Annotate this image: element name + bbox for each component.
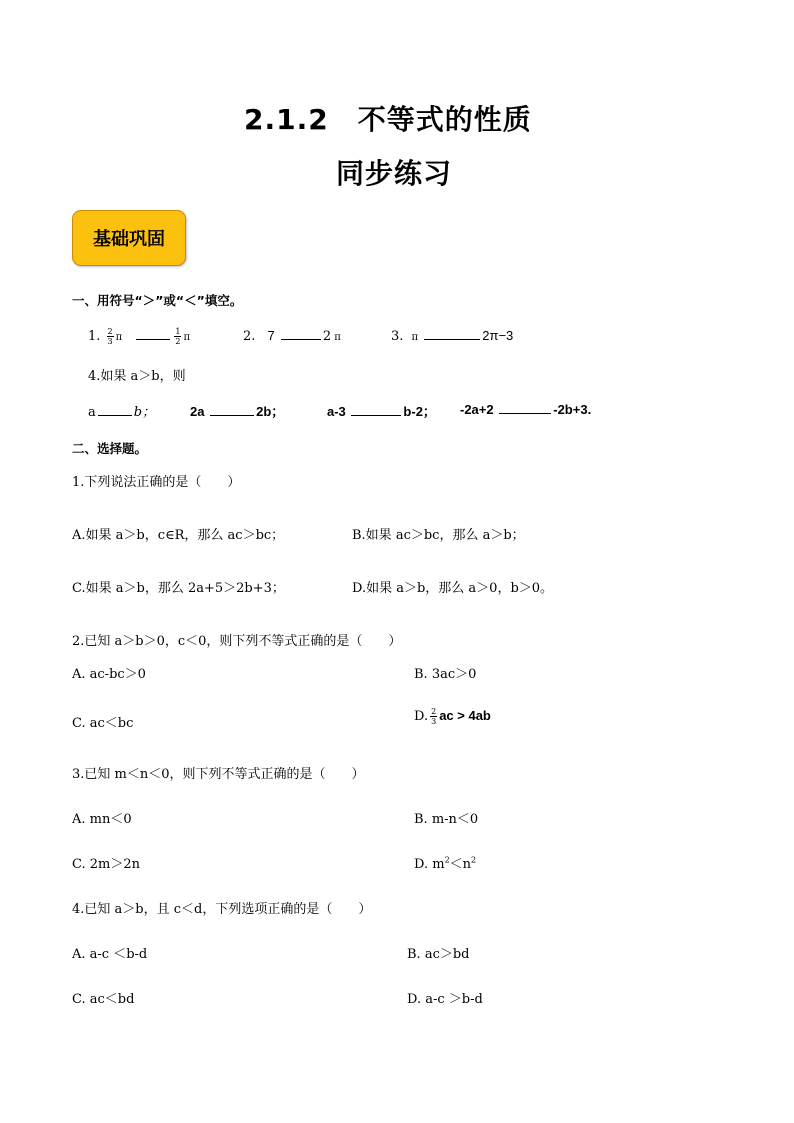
choice-option-d[interactable]: D. $m^2<n^2$ xyxy=(414,855,477,872)
fill-question-1 xyxy=(88,327,190,346)
choice-option-c[interactable]: C. ac＜bd xyxy=(72,992,135,1007)
right-expression: 2 xyxy=(322,329,332,344)
pi-symbol: π xyxy=(115,332,123,343)
fill-question-4-parts: a b； xyxy=(88,405,156,420)
page-subtitle: 同步练习 xyxy=(336,157,453,190)
fill-question-4-part2: 2a 2b； xyxy=(190,404,285,419)
answer-blank[interactable] xyxy=(98,403,132,416)
question-number: 2. xyxy=(243,329,256,344)
choice-option-a[interactable]: A. ac-bc＞0 xyxy=(72,667,146,682)
pi-symbol: π xyxy=(334,332,341,343)
fill-question-3 xyxy=(391,327,513,344)
fraction: $\frac{2}{3}$ xyxy=(107,327,113,346)
section-badge-label: 基础巩固 xyxy=(93,229,165,250)
pi-symbol: π xyxy=(183,332,191,343)
section-badge xyxy=(72,210,186,266)
choice-option-b[interactable]: B. m-n＜0 xyxy=(414,812,479,827)
answer-blank[interactable] xyxy=(424,327,480,340)
choice-question-3-stem: 3.已知 m＜n＜0，则下列不等式正确的是（ ） xyxy=(72,767,365,782)
section2-heading: 二、选择题。 xyxy=(72,441,148,456)
fill-question-4-part3: a-3 b-2； xyxy=(327,404,436,419)
answer-blank[interactable] xyxy=(210,403,254,416)
section1-heading: 一、用符号“＞”或“＜”填空。 xyxy=(72,293,243,308)
answer-blank[interactable] xyxy=(499,401,551,414)
choice-question-4-stem: 4.已知 a＞b，且 c＜d，下列选项正确的是（ ） xyxy=(72,902,372,917)
fill-question-4-part4: -2a+2 -2b+3. xyxy=(460,402,592,417)
fraction: $\frac{2}{3}$ xyxy=(431,707,437,726)
choice-option-a[interactable]: A. mn＜0 xyxy=(72,812,132,827)
choice-option-b[interactable]: B.如果 ac＞bc，那么 a＞b； xyxy=(352,528,525,543)
choice-option-d[interactable]: D. $\frac{2}{3}$ ac > 4ab xyxy=(414,707,491,726)
left-expression: π xyxy=(411,332,419,343)
choice-option-d[interactable]: D. a-c ＞b-d xyxy=(407,992,483,1007)
choice-option-c[interactable]: C. 2m＞2n xyxy=(72,857,140,872)
fraction: $\frac{1}{2}$ xyxy=(175,327,181,346)
question-number: 1. xyxy=(88,329,101,344)
choice-option-b[interactable]: B. ac＞bd xyxy=(407,947,470,962)
choice-option-d[interactable]: D.如果 a＞b，那么 a＞0，b＞0。 xyxy=(352,581,554,596)
choice-question-2-stem: 2.已知 a＞b＞0，c＜0，则下列不等式正确的是（ ） xyxy=(72,634,402,649)
page-title: 2.1.2 不等式的性质 xyxy=(244,103,532,136)
left-expression: 7 xyxy=(267,328,275,343)
choice-option-c[interactable]: C.如果 a＞b，那么 2a+5＞2b+3； xyxy=(72,581,285,596)
question-number: 3. xyxy=(391,329,404,344)
answer-blank[interactable] xyxy=(136,327,170,340)
answer-blank[interactable] xyxy=(351,403,401,416)
fill-question-4-stem: 4.如果 a＞b，则 xyxy=(88,369,186,384)
fill-question-2 xyxy=(243,327,341,344)
answer-blank[interactable] xyxy=(281,327,321,340)
choice-option-b[interactable]: B. 3ac＞0 xyxy=(414,667,477,682)
choice-option-c[interactable]: C. ac＜bc xyxy=(72,716,134,731)
choice-option-a[interactable]: A. a-c ＜b-d xyxy=(72,947,148,962)
right-expression: 2π−3 xyxy=(482,328,514,343)
choice-question-1-stem: 1.下列说法正确的是（ ） xyxy=(72,475,241,490)
choice-option-a[interactable]: A.如果 a＞b，c∈R，那么 ac＞bc； xyxy=(72,528,285,543)
